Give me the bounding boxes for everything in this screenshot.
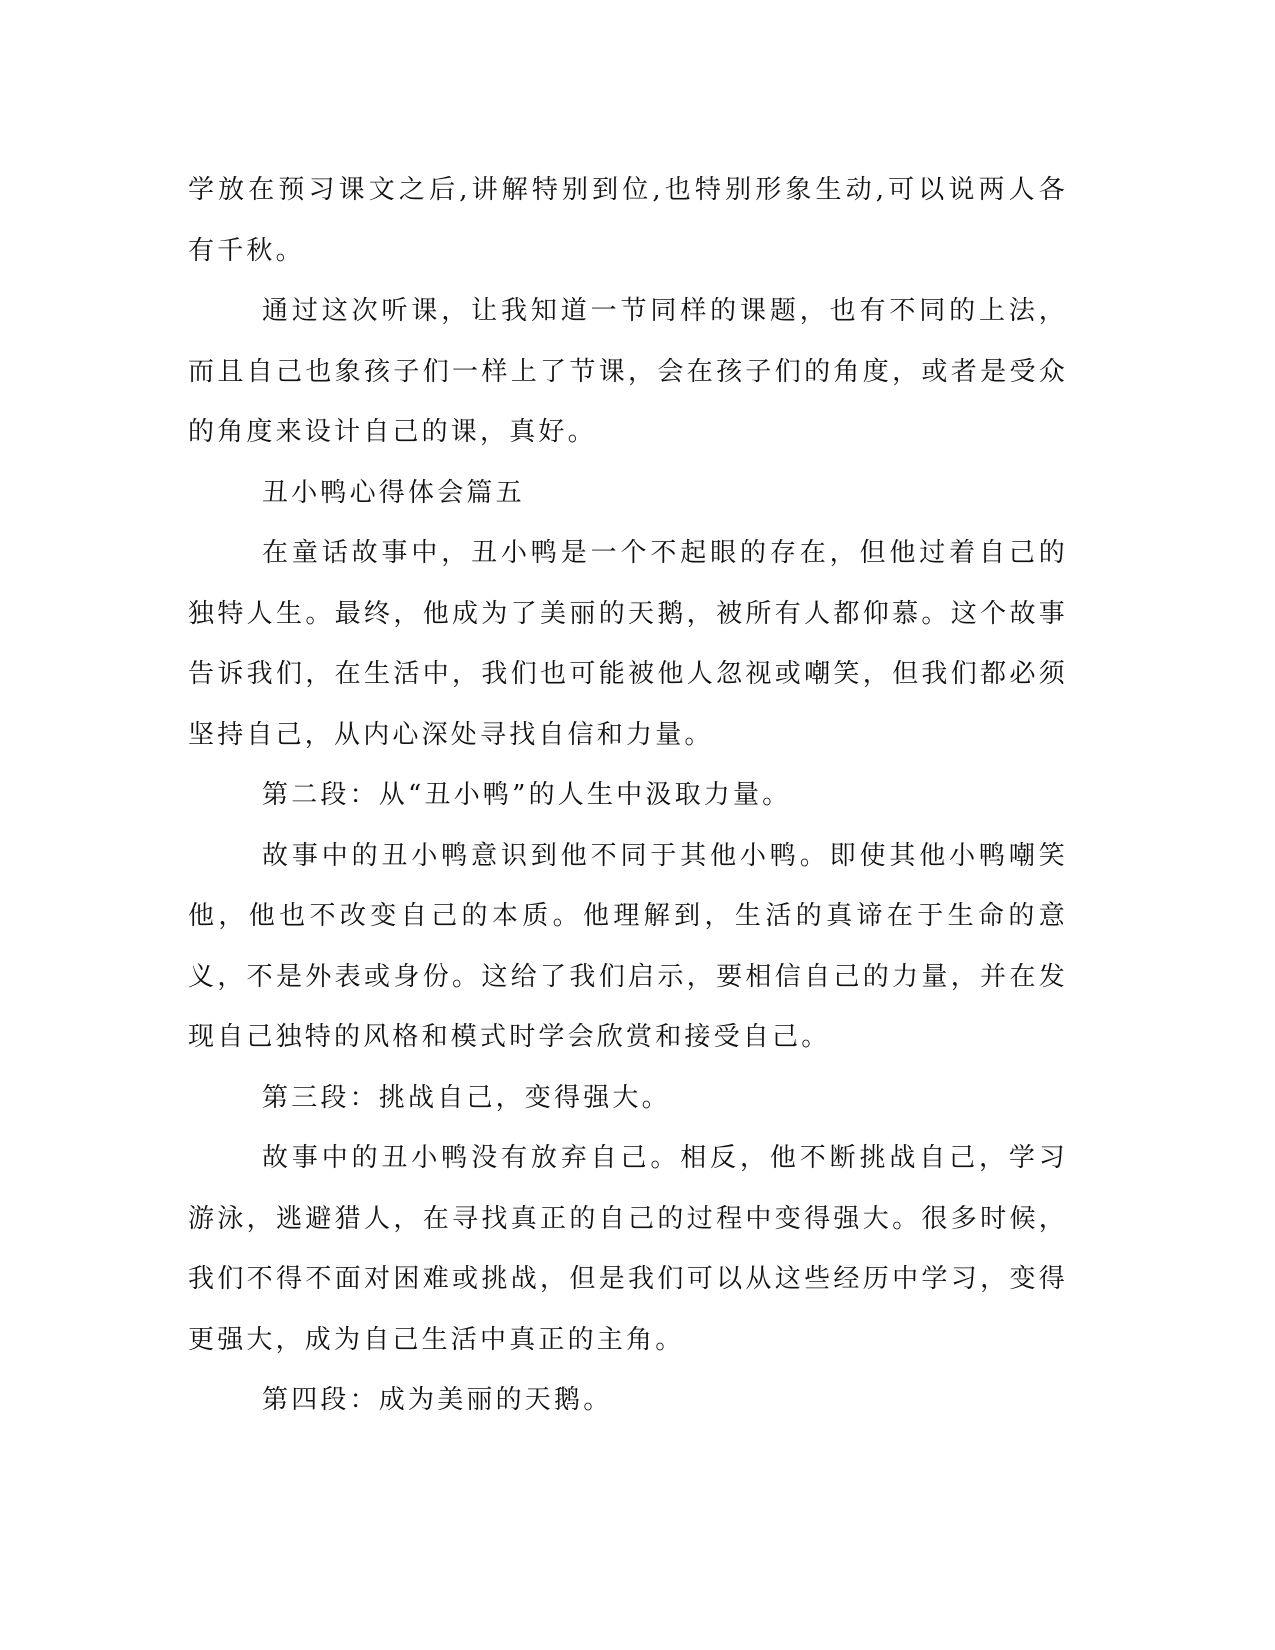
paragraph-continuation: 学放在预习课文之后,讲解特别到位,也特别形象生动,可以说两人各有千秋。 [188,175,1068,266]
paragraph-reflection: 通过这次听课，让我知道一节同样的课题，也有不同的上法，而且自己也象孩子们一样上了节课，会在孩子们的角度，或者是受众的角度来设计自己的课，真好。 [188,296,1068,447]
subheading-part-three: 第三段：挑战自己，变得强大。 [262,1082,671,1113]
paragraph-part-two: 故事中的丑小鸭意识到他不同于其他小鸭。即使其他小鸭嘲笑他，他也不改变自己的本质。他理解到，生活的真谛在于生命的意义，不是外表或身份。这给了我们启示，要相信自己的力量，并在发现自己独特的风格和模式时学会欣赏和接受自己。 [188,840,1068,1052]
section-heading: 丑小鸭心得体会篇五 [262,477,525,508]
subheading-part-two: 第二段：从“丑小鸭”的人生中汲取力量。 [262,780,792,810]
paragraph-intro: 在童话故事中，丑小鸭是一个不起眼的存在，但他过着自己的独特人生。最终，他成为了美丽的天鹅，被所有人都仰慕。这个故事告诉我们，在生活中，我们也可能被他人忽视或嘲笑，但我们都必须坚持自己，从内心深处寻找自信和力量。 [188,538,1068,750]
subheading-part-four: 第四段：成为美丽的天鹅。 [262,1385,613,1415]
document-body [188,160,1068,1431]
paragraph-part-three: 故事中的丑小鸭没有放弃自己。相反，他不断挑战自己，学习游泳，逃避猎人，在寻找真正的自己的过程中变得强大。很多时候，我们不得不面对困难或挑战，但是我们可以从这些经历中学习，变得更强大，成为自己生活中真正的主角。 [188,1143,1068,1355]
